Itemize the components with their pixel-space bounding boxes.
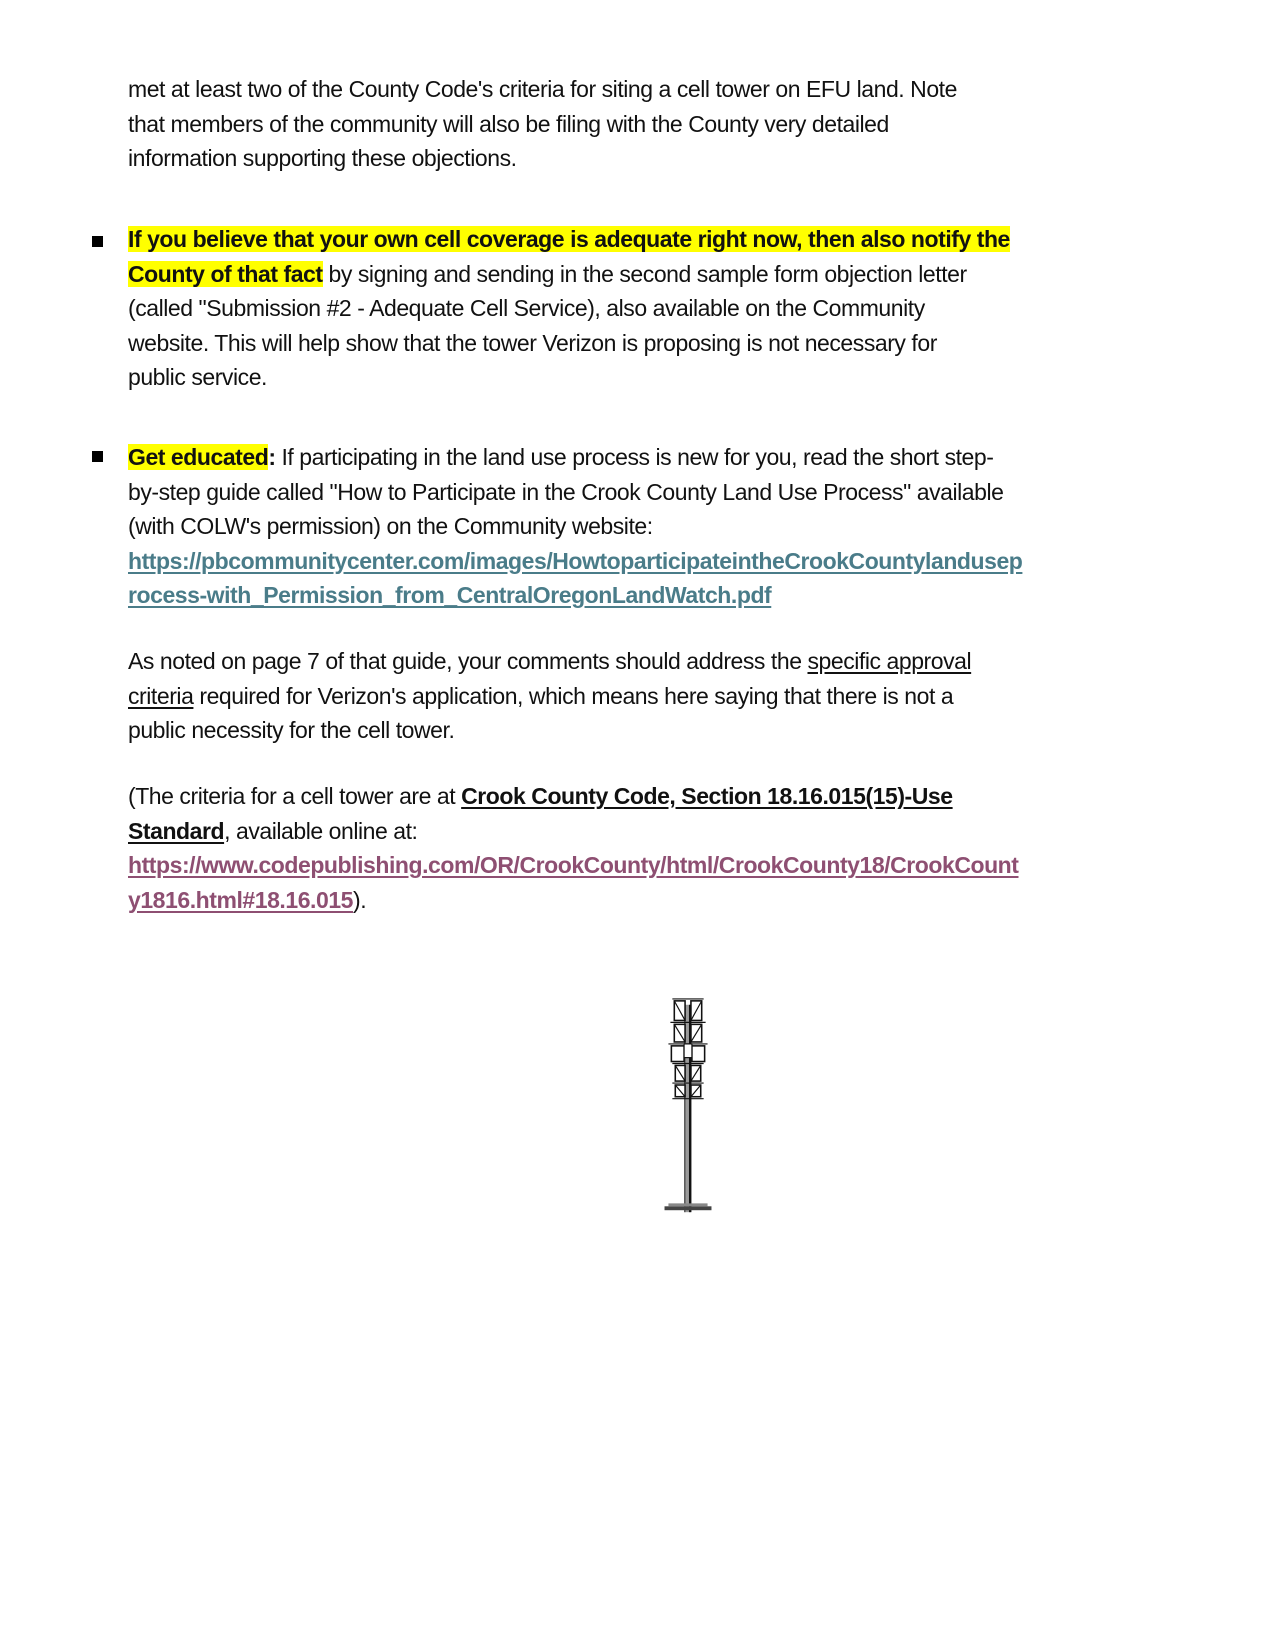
text-run: , available online at:: [224, 817, 418, 844]
text-run: by signing and sending in the second sample form objection letter: [322, 260, 967, 287]
paragraph-efu-criteria: [128, 72, 1188, 176]
cell-tower-icon: [658, 995, 718, 1220]
text-line: (with COLW's permission) on the Community website:: [128, 513, 653, 539]
code-section-reference: Crook County Code, Section 18.16.015(15)-Use: [461, 783, 953, 809]
paragraph-county-code: [128, 779, 1188, 917]
text-line: website. This will help show that the tower Verizon is proposing is not necessary for: [128, 329, 937, 356]
text-run: ).: [353, 886, 367, 913]
text-line: public necessity for the cell tower.: [128, 717, 455, 743]
text-line: that members of the community will also be filing with the County very detailed: [128, 110, 889, 137]
bullet-item-adequate-coverage: [128, 222, 1188, 395]
county-code-link[interactable]: https://www.codepublishing.com/OR/CrookCounty/html/CrookCounty18/CrookCount: [128, 852, 1019, 878]
highlighted-instruction: If you believe that your own cell coverage is adequate right now, then also notify the: [128, 226, 1010, 252]
text-line: met at least two of the County Code's criteria for siting a cell tower on EFU land. Note: [128, 76, 957, 102]
county-code-link-continued[interactable]: y1816.html#18.16.015: [128, 886, 354, 913]
text-line: information supporting these objections.: [128, 145, 517, 171]
guide-pdf-link[interactable]: https://pbcommunitycenter.com/images/HowtoparticipateintheCrookCountylandusep: [128, 547, 1023, 574]
text-run: As noted on page 7 of that guide, your comments should address the: [128, 648, 808, 674]
code-section-reference: Standard: [128, 817, 225, 844]
bullet-item-get-educated: [128, 440, 1188, 613]
text-run: If participating in the land use process is new for you, read the short step-: [275, 444, 994, 470]
colon: :: [268, 444, 276, 470]
text-run: (The criteria for a cell tower are at: [128, 783, 462, 809]
highlighted-heading: Get educated: [128, 444, 269, 470]
underlined-term: criteria: [128, 682, 194, 709]
bullet-square-icon: [92, 236, 103, 247]
text-line: by-step guide called "How to Participate in the Crook County Land Use Process" available: [128, 478, 1004, 505]
paragraph-approval-criteria: [128, 644, 1188, 748]
text-line: (called "Submission #2 - Adequate Cell Service), also available on the Community: [128, 295, 925, 321]
underlined-term: specific approval: [807, 648, 972, 674]
text-line: public service.: [128, 364, 267, 390]
guide-pdf-link-continued[interactable]: rocess-with_Permission_from_CentralOregonLandWatch.pdf: [128, 582, 772, 608]
text-run: required for Verizon's application, which means here saying that there is not a: [193, 682, 954, 709]
bullet-square-icon: [92, 451, 103, 462]
highlighted-instruction: County of that fact: [128, 260, 323, 287]
